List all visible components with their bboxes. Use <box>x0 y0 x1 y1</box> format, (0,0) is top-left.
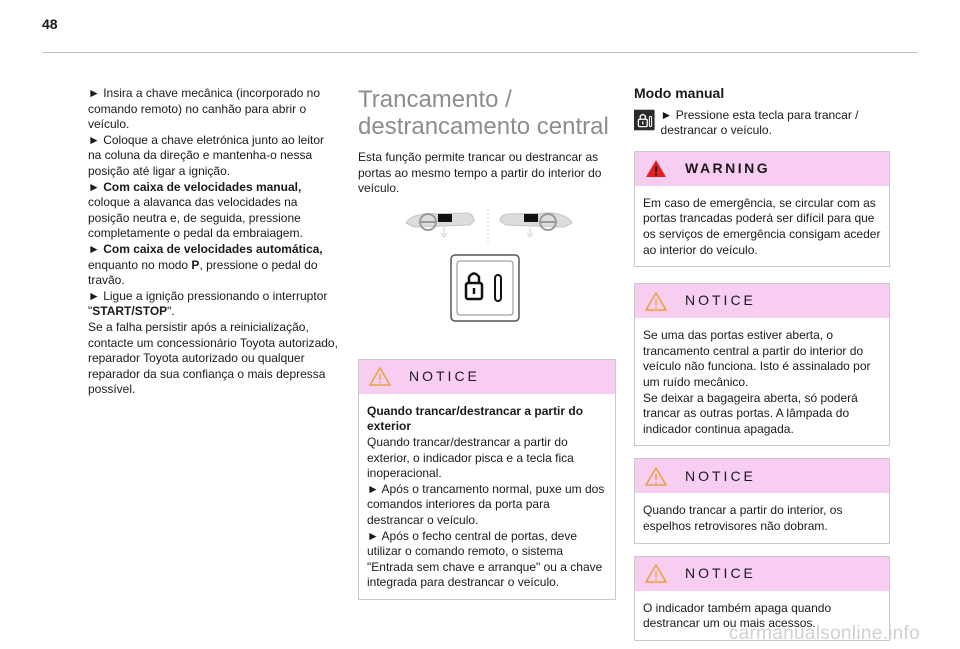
paragraph: ► Coloque a chave eletrónica junto ao leitor na coluna da direção e mantenha-o nessa posição até ligar a ignição. <box>88 132 325 178</box>
notice-box <box>634 283 890 446</box>
notice-label: NOTICE <box>409 367 480 384</box>
notice-label: NOTICE <box>685 564 756 581</box>
notice-body <box>359 394 615 599</box>
paragraph: Quando trancar a partir do interior, os espelhos retrovisores não dobram. <box>643 503 843 533</box>
notice-triangle-icon <box>645 564 667 583</box>
warning-box <box>634 151 890 267</box>
paragraph: O indicador também apaga quando destrancar um ou mais acessos. <box>643 600 832 631</box>
paragraph <box>88 289 340 320</box>
column-right <box>634 86 890 641</box>
text: enquanto no modo <box>88 257 192 272</box>
text: ► Ligue a ignição pressionando o interruptor " <box>88 288 328 319</box>
notice-header <box>359 360 615 394</box>
warning-body <box>635 186 889 266</box>
page-number: 48 <box>42 16 58 32</box>
intro-text: Esta função permite trancar ou destrancar as portas ao mesmo tempo a partir do interior do veículo. <box>358 150 602 196</box>
paragraph: ► Após o trancamento normal, puxe um dos comandos interiores da porta para destrancar o veículo. <box>367 481 605 527</box>
paragraph <box>88 180 340 242</box>
bold-text: ► Com caixa de velocidades manual, <box>88 179 302 194</box>
bold-text: P <box>191 257 200 272</box>
notice-label: NOTICE <box>685 467 756 484</box>
warning-triangle-icon <box>645 159 667 178</box>
notice-body <box>635 318 889 445</box>
paragraph: Se uma das portas estiver aberta, o trancamento central a partir do interior do veículo não funciona. Isto é assinalado por um ruído mecânico. <box>643 328 871 389</box>
lock-button-instruction <box>634 106 890 139</box>
warning-header <box>635 152 889 186</box>
column-left <box>88 86 340 398</box>
text: coloque a alavanca das velocidades na posição neutra e, de seguida, pressione completamente o pedal da embraiagem. <box>88 195 303 241</box>
paragraph: Em caso de emergência, se circular com as portas trancadas poderá ser difícil para que os serviços de emergência consigam aceder ao interior do veículo. <box>643 195 881 257</box>
notice-box <box>634 458 890 543</box>
notice-triangle-icon <box>645 467 667 486</box>
paragraph <box>88 242 340 289</box>
text: ". <box>167 304 175 319</box>
bold-text: ► Com caixa de velocidades automática, <box>88 241 323 256</box>
notice-header <box>635 284 889 318</box>
notice-triangle-icon <box>645 292 667 311</box>
column-middle <box>358 86 616 600</box>
paragraph: Se a falha persistir após a reinicialização, contacte um concessionário Toyota autorizado, reparador Toyota autorizado ou qualquer reparador da sua confiança o mais depressa possível. <box>88 319 338 397</box>
notice-header <box>635 459 889 493</box>
paragraph: ► Insira a chave mecânica (incorporado no comando remoto) no canhão para abrir o veículo. <box>88 86 320 132</box>
paragraph: Quando trancar/destrancar a partir do exterior, o indicador pisca e a tecla fica inoperacional. <box>367 434 574 481</box>
bold-text: START/STOP <box>92 304 168 319</box>
dashboard-switch-illustration <box>358 197 616 347</box>
section-title: Trancamento / destrancamento central <box>358 86 609 140</box>
lock-button-icon <box>634 106 655 134</box>
section-heading: Modo manual <box>634 85 725 101</box>
notice-header <box>635 557 889 591</box>
notice-bold-text: Quando trancar/destrancar a partir do exterior <box>367 403 584 434</box>
illustration <box>358 197 616 347</box>
watermark: carmanualsonline.info <box>728 623 920 644</box>
notice-label: NOTICE <box>685 292 756 309</box>
warning-label: WARNING <box>685 159 771 176</box>
notice-triangle-icon <box>369 367 391 386</box>
text: , pressione o pedal do travão. <box>88 257 318 288</box>
paragraph: ► Após o fecho central de portas, deve utilizar o comando remoto, o sistema "Entrada sem chave e arranque" ou a chave integrada para destrancar o veículo. <box>367 528 603 590</box>
notice-body <box>635 493 889 542</box>
paragraph: Se deixar a bagageira aberta, só poderá trancar as outras portas. A lâmpada do indicador continua apagada. <box>643 390 858 436</box>
notice-box <box>358 359 616 600</box>
lock-instruction-text: ► Pressione esta tecla para trancar / destrancar o veículo. <box>660 107 859 138</box>
header-divider <box>42 52 918 53</box>
